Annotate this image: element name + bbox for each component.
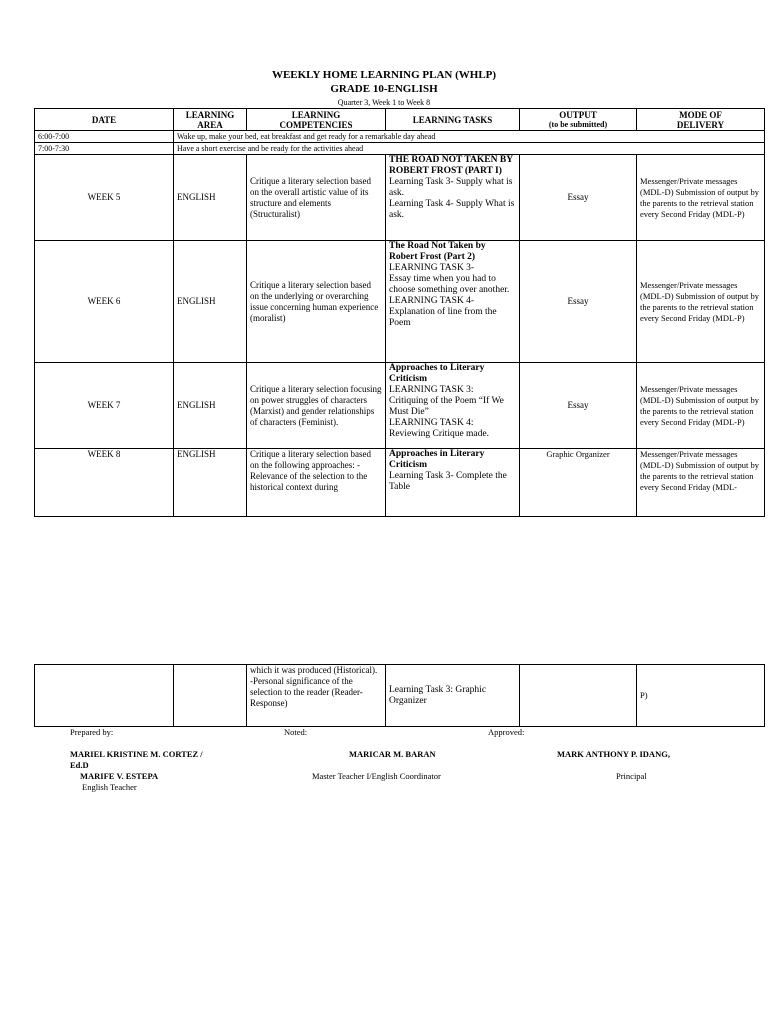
routine-text: Have a short exercise and be ready for the activities ahead bbox=[174, 143, 765, 155]
learning-task: THE ROAD NOT TAKEN BY ROBERT FROST (PART I) Learning Task 3- Supply what is ask. Learning Task 4- Supply What is ask. bbox=[386, 155, 520, 241]
competency: Critique a literary selection focusing on power struggles of characters (Marxist) and gender relationships of characters (Feminist). bbox=[247, 363, 386, 449]
routine-text: Wake up, make your bed, eat breakfast and get ready for a remarkable day ahead bbox=[174, 131, 765, 143]
grade-title: GRADE 10-ENGLISH bbox=[330, 83, 438, 95]
week-label: WEEK 7 bbox=[35, 363, 174, 449]
preparer2-name: MARIFE V. ESTEPA bbox=[80, 771, 159, 781]
output: Essay bbox=[520, 363, 637, 449]
week-label: WEEK 8 bbox=[35, 449, 174, 517]
preparer-role: English Teacher bbox=[82, 782, 137, 792]
competency: Critique a literary selection based on the underlying or overarching issue concerning human experience (moralist) bbox=[247, 241, 386, 363]
learning-task: Learning Task 3: Graphic Organizer bbox=[386, 665, 520, 727]
routine-row bbox=[35, 143, 765, 155]
task-title: Approaches in Literary Criticism bbox=[389, 449, 485, 470]
competency: Critique a literary selection based on the following approaches: -Relevance of the selection to the historical context during bbox=[247, 449, 386, 517]
approved-label: Approved: bbox=[488, 727, 525, 737]
competency: which it was produced (Historical). -Personal significance of the selection to the reader (Reader-Response) bbox=[247, 665, 386, 727]
mode-of-delivery: Messenger/Private messages (MDL-D) Submission of output by the parents to the retrieval station every Second Friday (MDL- bbox=[637, 449, 765, 517]
mode-of-delivery: Messenger/Private messages (MDL-D) Submission of output by the parents to the retrieval station every Second Friday (MDL-P) bbox=[637, 155, 765, 241]
approved-name: MARK ANTHONY P. IDANG, bbox=[557, 749, 670, 759]
mode-of-delivery: Messenger/Private messages (MDL-D) Submission of output by the parents to the retrieval station every Second Friday (MDL-P) bbox=[637, 241, 765, 363]
preparer1-degree: Ed.D bbox=[70, 760, 89, 770]
week-label: WEEK 5 bbox=[35, 155, 174, 241]
header-mode: MODE OF DELIVERY bbox=[637, 109, 765, 131]
task-title: Approaches to Literary Criticism bbox=[389, 363, 485, 384]
preparer1-name: MARIEL KRISTINE M. CORTEZ / bbox=[70, 749, 203, 759]
empty-cell bbox=[174, 665, 247, 727]
routine-row bbox=[35, 131, 765, 143]
header-row bbox=[35, 109, 765, 131]
output: Essay bbox=[520, 241, 637, 363]
page-title: WEEKLY HOME LEARNING PLAN (WHLP) bbox=[271, 69, 497, 81]
task-title: THE ROAD NOT TAKEN BY ROBERT FROST (PART I) bbox=[389, 155, 513, 176]
empty-cell bbox=[520, 665, 637, 727]
header-competencies: LEARNING COMPETENCIES bbox=[247, 109, 386, 131]
week-row bbox=[35, 449, 765, 517]
prepared-by-label: Prepared by: bbox=[70, 727, 114, 737]
continuation-table bbox=[34, 664, 765, 727]
week-row bbox=[35, 363, 765, 449]
week-row bbox=[35, 241, 765, 363]
learning-task: Approaches to Literary Criticism LEARNING TASK 3: Critiquing of the Poem “If We Must Die” LEARNING TASK 4: Reviewing Critique made. bbox=[386, 363, 520, 449]
output: Essay bbox=[520, 155, 637, 241]
routine-time: 7:00-7:30 bbox=[35, 143, 174, 155]
mode-of-delivery: Messenger/Private messages (MDL-D) Submission of output by the parents to the retrieval station every Second Friday (MDL-P) bbox=[637, 363, 765, 449]
header-tasks: LEARNING TASKS bbox=[386, 109, 520, 131]
empty-cell bbox=[35, 665, 174, 727]
routine-time: 6:00-7:00 bbox=[35, 131, 174, 143]
learning-area: ENGLISH bbox=[174, 449, 247, 517]
learning-area: ENGLISH bbox=[174, 363, 247, 449]
header-area: LEARNING AREA bbox=[174, 109, 247, 131]
noted-name: MARICAR M. BARAN bbox=[349, 749, 436, 759]
learning-area: ENGLISH bbox=[174, 241, 247, 363]
noted-role: Master Teacher I/English Coordinator bbox=[312, 771, 441, 781]
header-date: DATE bbox=[35, 109, 174, 131]
approved-role: Principal bbox=[616, 771, 647, 781]
week-row bbox=[35, 155, 765, 241]
task-title: The Road Not Taken by Robert Frost (Part 2) bbox=[389, 241, 486, 262]
learning-area: ENGLISH bbox=[174, 155, 247, 241]
continuation-row bbox=[35, 665, 765, 727]
noted-label: Noted: bbox=[284, 727, 308, 737]
learning-task: The Road Not Taken by Robert Frost (Part 2) LEARNING TASK 3- Essay time when you had to choose something over another. LEARNING TASK 4- Explanation of line from the Poem bbox=[386, 241, 520, 363]
mode-of-delivery: P) bbox=[637, 665, 765, 727]
learning-plan-table bbox=[34, 108, 765, 517]
output: Graphic Organizer bbox=[520, 449, 637, 517]
quarter-subtitle: Quarter 3, Week 1 to Week 8 bbox=[337, 98, 431, 107]
competency: Critique a literary selection based on the overall artistic value of its structure and elements (Structuralist) bbox=[247, 155, 386, 241]
learning-task: Approaches in Literary Criticism Learning Task 3- Complete the Table bbox=[386, 449, 520, 517]
week-label: WEEK 6 bbox=[35, 241, 174, 363]
header-output: OUTPUT (to be submitted) bbox=[520, 109, 637, 131]
